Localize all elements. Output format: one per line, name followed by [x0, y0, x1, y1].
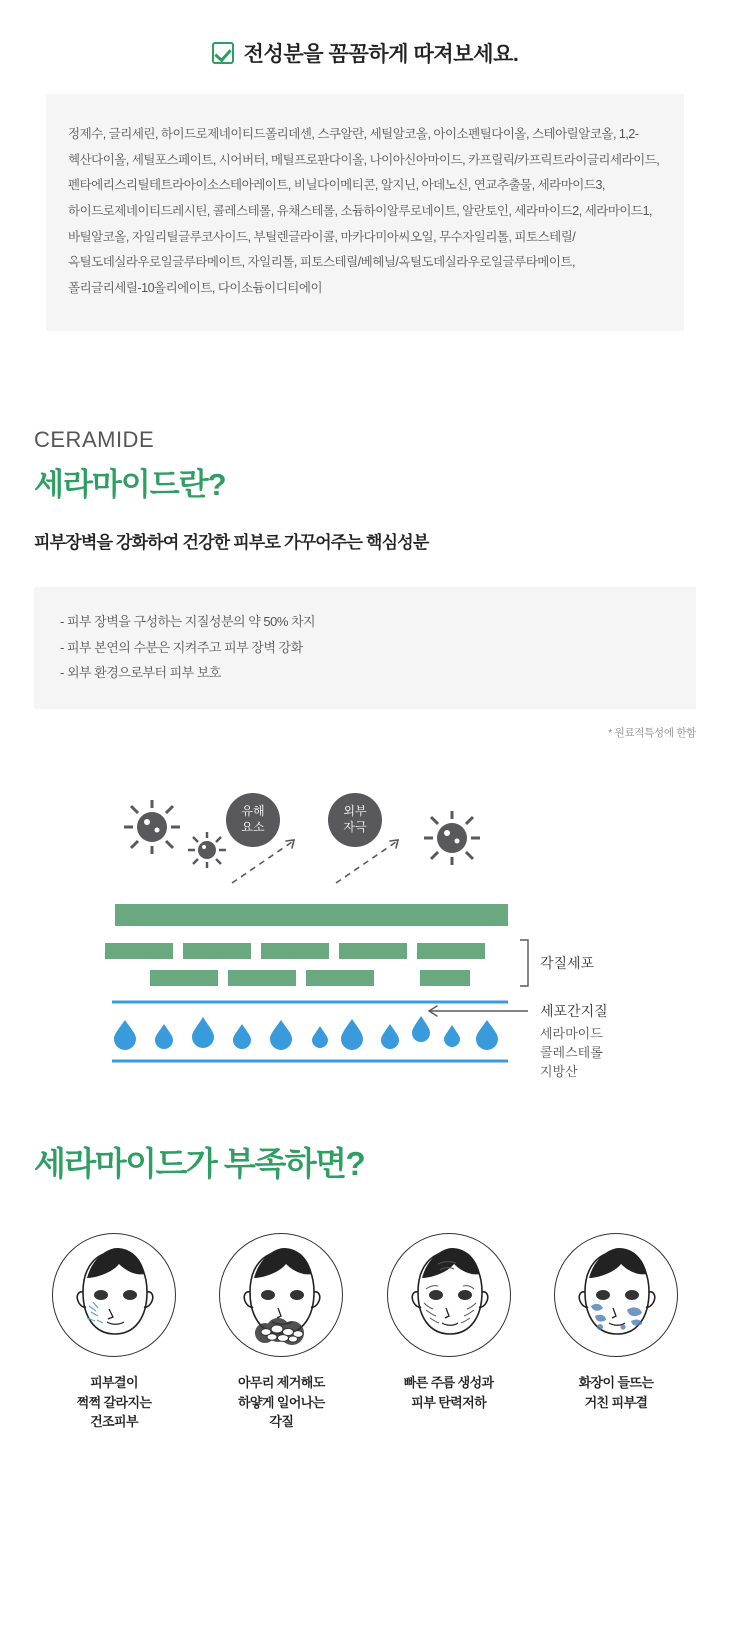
ingredients-list-text: 정제수, 글리세린, 하이드로제네이티드폴리데센, 스쿠알란, 세틸알코올, 아이소펜틸다이올, 스테아릴알코올, 1,2-헥산다이올, 세틸포스페이트, 시어버터, 메틸프로판다이올, 나이아신아마이드, 카프릴릭/카프릭트라이글리세라이드, 펜타에리스리틸테트라아이소스테아레이트, 비닐다이메티콘, 알지닌, 아데노신, 연교추출물, 세라마이드3, 하이드로제네이티드레시틴, 콜레스테롤, 유채스테롤, 소듐하이알루로네이트, 알란토인, 세라마이드2, 세라마이드1, 바틸알코올, 자일리틸글루코사이드, 부틸렌글라이콜, 마카다미아씨오일, 무수자일리톨, 피토스테릴/옥틸도데실라우로일글루타메이트, 자일리톨, 피토스테릴/베헤닐/옥틸도데실라우로일글루타메이트, 폴리글리세릴-10올리에이트, 다이소듐이디티에이: [68, 127, 660, 295]
corneocyte-bracket: [520, 940, 528, 986]
lipid-pointer-arrow: [429, 1006, 528, 1016]
bubble-external-line1: 외부: [343, 804, 367, 819]
face-caption: 빠른 주름 생성과 피부 탄력저하: [403, 1375, 494, 1410]
arrow-icon: [336, 840, 398, 883]
face-dry-icon: [52, 1233, 176, 1357]
barrier-top-bar: [115, 904, 508, 926]
water-drop-icon: [114, 1016, 498, 1050]
list-item: [211, 1233, 351, 1432]
germ-right-icon: [424, 811, 480, 865]
ceramide-eng-label: CERAMIDE: [34, 427, 155, 453]
face-wrinkle-icon: [387, 1233, 511, 1357]
skin-barrier-svg: [0, 758, 730, 1078]
check-square-icon: [212, 42, 234, 64]
ingredients-heading: [0, 38, 730, 68]
face-caption: 아무리 제거해도 하얗게 일어나는 각질: [237, 1375, 325, 1430]
list-item: [546, 1233, 686, 1432]
arrow-icon: [232, 840, 294, 883]
bullet-item: - 피부 장벽을 구성하는 지질성분의 약 50% 차지: [60, 614, 316, 630]
germ-small-icon: [188, 832, 226, 868]
face-flake-icon: [219, 1233, 343, 1357]
ceramide-subtitle: 피부장벽을 강화하여 건강한 피부로 가꾸어주는 핵심성분: [34, 533, 429, 553]
label-lipid-line-3: 지방산: [540, 1064, 578, 1079]
label-corneocyte: 각질세포: [540, 955, 595, 972]
ingredients-box: [46, 94, 684, 331]
label-lipid-line-1: 세라마이드: [540, 1026, 603, 1042]
deficiency-title: 세라마이드가 부족하면?: [34, 1145, 365, 1183]
face-caption: 피부결이 쩍쩍 갈라지는 건조피부: [76, 1375, 152, 1430]
deficiency-face-list: [0, 1233, 730, 1432]
skin-barrier-diagram: [0, 758, 730, 1078]
ceramide-footnote: * 원료적특성에 한함: [608, 727, 696, 740]
bubble-harmful-line2: 요소: [241, 820, 265, 835]
ceramide-section: [0, 427, 730, 740]
bullet-item: - 피부 본연의 수분은 지켜주고 피부 장벽 강화: [60, 639, 303, 655]
bubble-harmful-line1: 유해: [241, 804, 265, 819]
ceramide-bullet-box: [34, 587, 696, 709]
label-lipid-line-2: 콜레스테롤: [540, 1045, 603, 1061]
list-item: [44, 1233, 184, 1432]
corneocyte-row-2: [150, 970, 470, 986]
face-caption: 화장이 들뜨는 거친 피부결: [578, 1375, 654, 1410]
list-item: [379, 1233, 519, 1432]
corneocyte-row-1: [105, 943, 485, 959]
bubble-external-line2: 자극: [343, 820, 367, 835]
ingredients-heading-text: 전성분을 꼼꼼하게 따져보세요.: [243, 43, 519, 66]
ceramide-title: 세라마이드란?: [34, 467, 226, 503]
label-lipid-title: 세포간지질: [540, 1003, 608, 1020]
germ-icon: [124, 800, 180, 854]
bullet-item: - 외부 환경으로부터 피부 보호: [60, 665, 221, 681]
face-rough-icon: [554, 1233, 678, 1357]
